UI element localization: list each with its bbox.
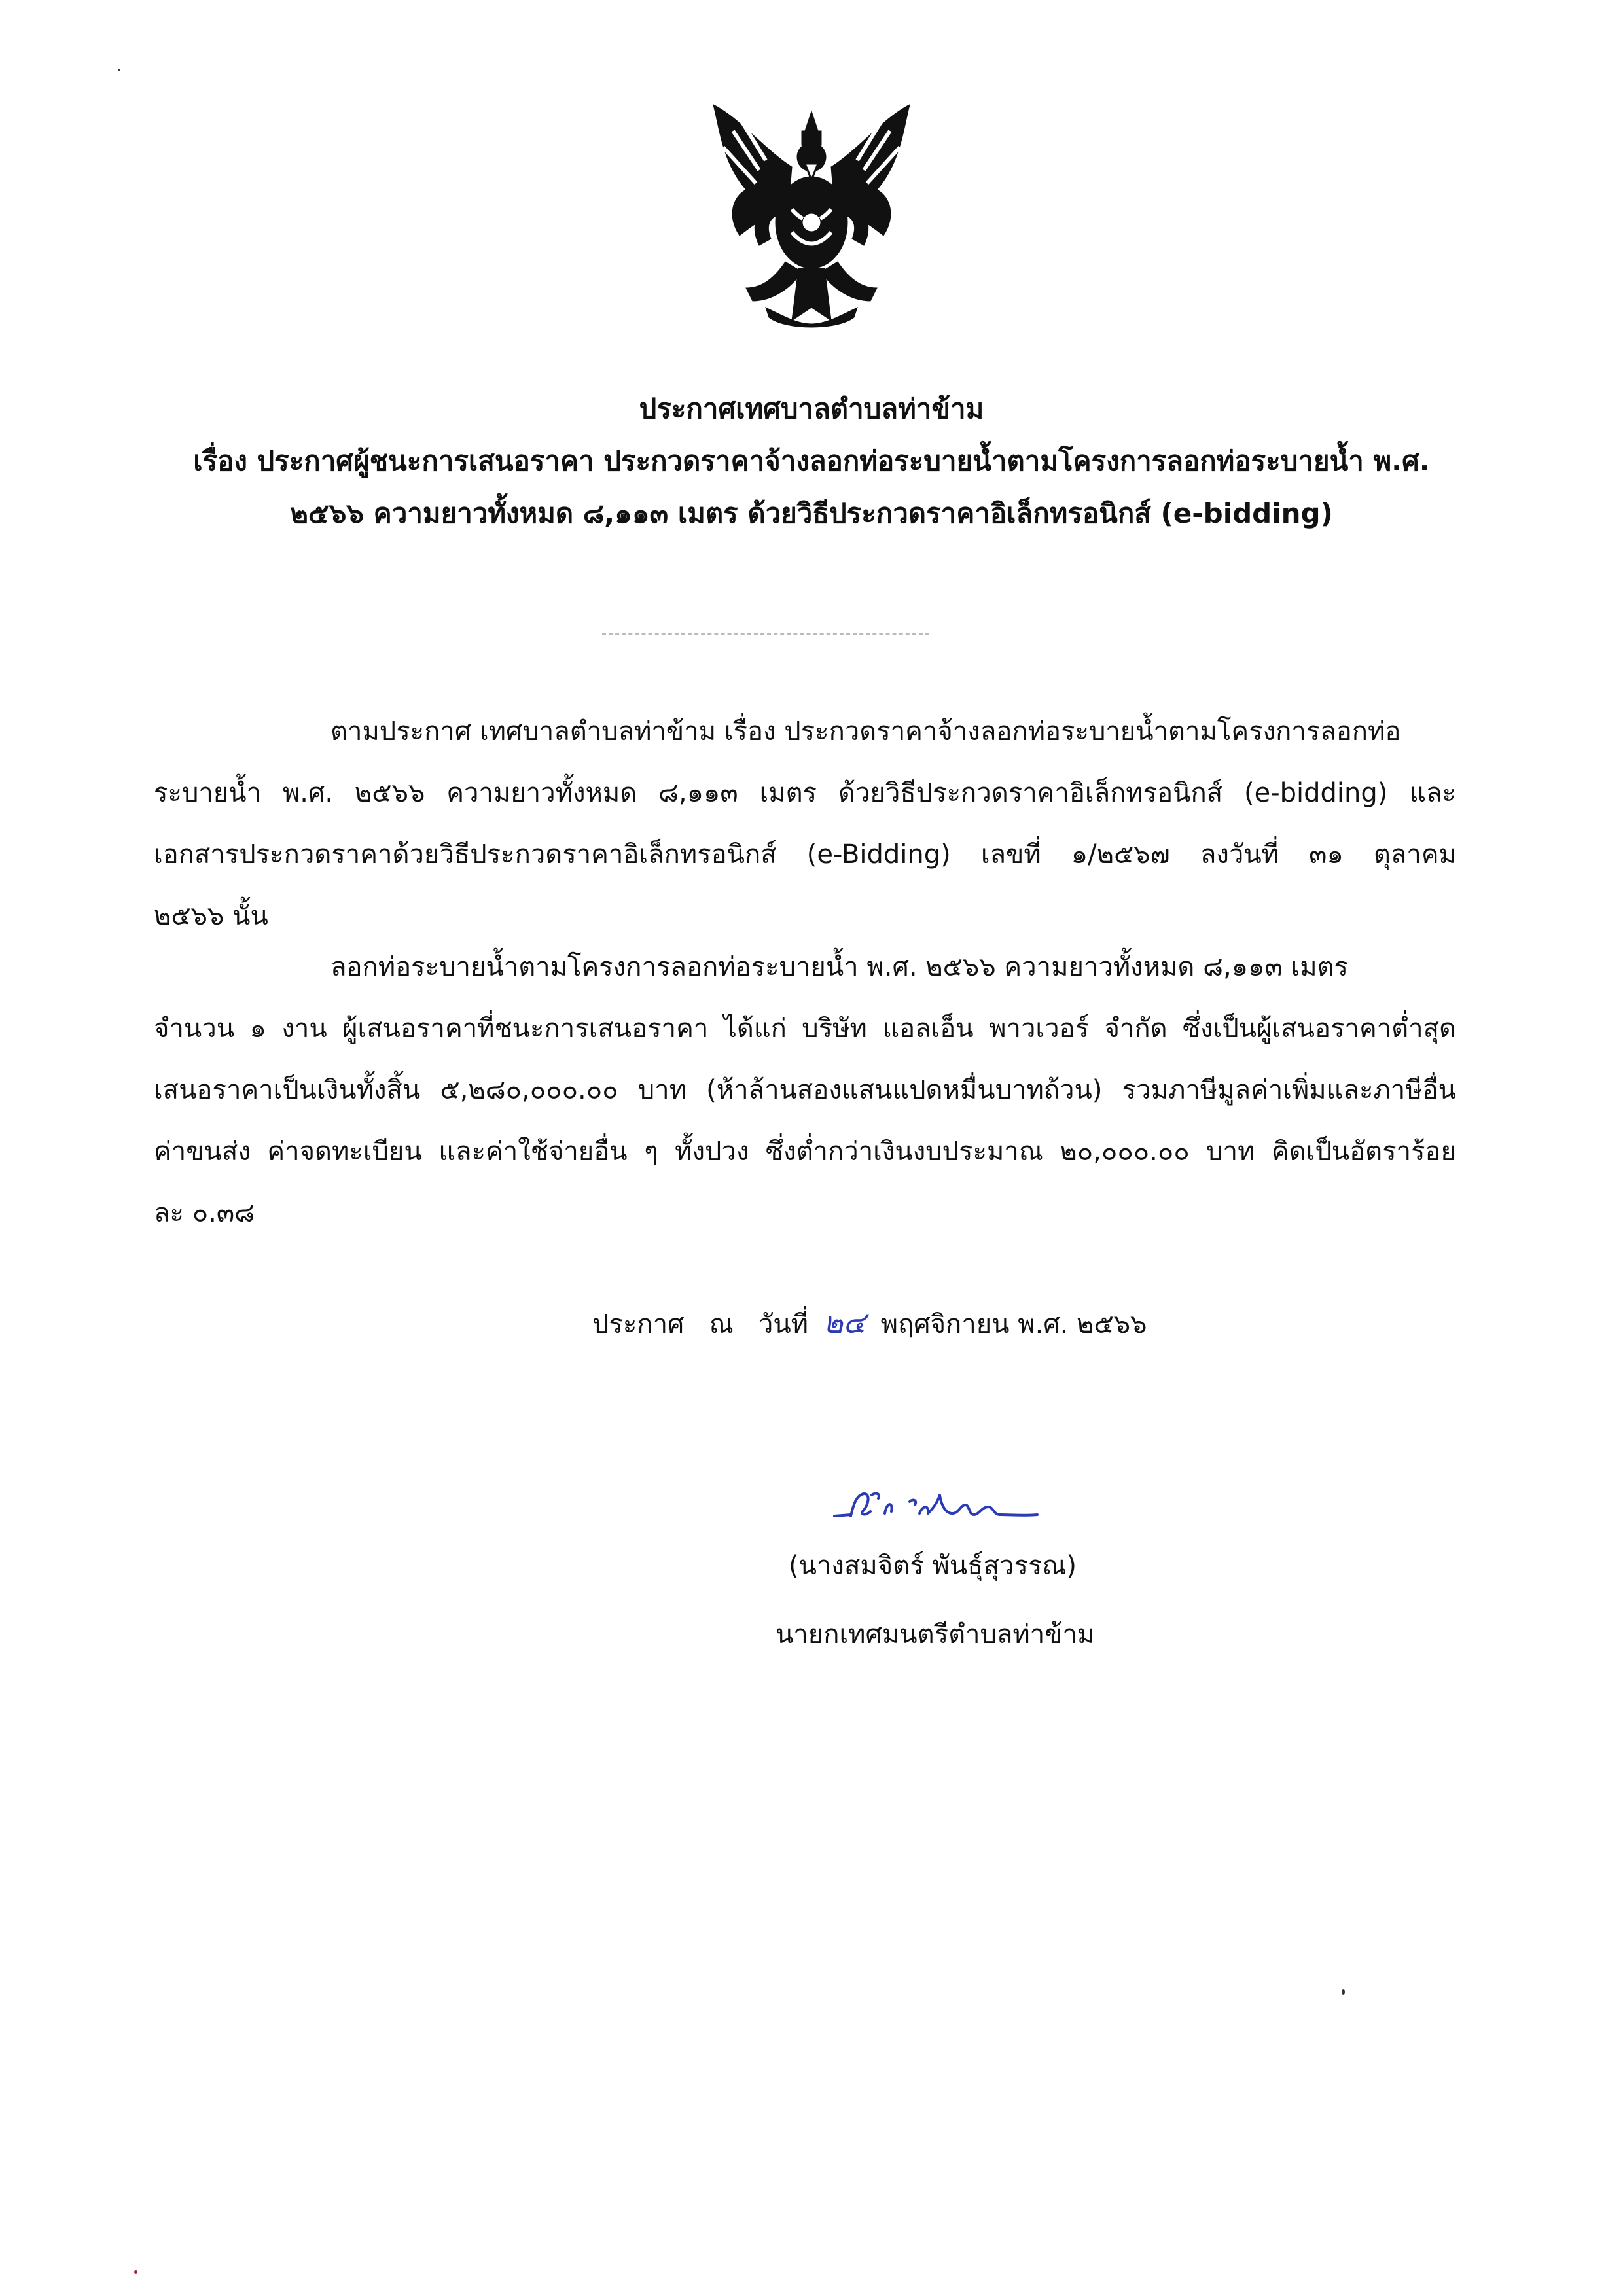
scan-speck	[134, 2270, 137, 2274]
announcement-header	[118, 383, 1505, 540]
header-divider	[602, 633, 929, 635]
handwritten-signature	[825, 1475, 1047, 1534]
announce-at: ณ	[709, 1309, 734, 1339]
paragraph-line: ลอกท่อระบายน้ำตามโครงการลอกท่อระบายน้ำ พ.ศ. ๒๕๖๖ ความยาวทั้งหมด ๘,๑๑๓ เมตร	[330, 952, 1349, 982]
paragraph-line: ระบายน้ำ พ.ศ. ๒๕๖๖ ความยาวทั้งหมด ๘,๑๑๓ เมตร ด้วยวิธีประกวดราคาอิเล็กทรอนิกส์ (e-bidding) และ	[154, 778, 1456, 808]
scan-speck	[118, 69, 120, 71]
header-subject: เรื่อง ประกาศผู้ชนะการเสนอราคา ประกวดราคาจ้างลอกท่อระบายน้ำตามโครงการลอกท่อระบายน้ำ พ.ศ.	[193, 445, 1430, 477]
announcement-date	[592, 1299, 1147, 1347]
paragraph-line: ๒๕๖๖ นั้น	[154, 901, 268, 931]
paragraph-line: เสนอราคาเป็นเงินทั้งสิ้น ๕,๒๘๐,๐๐๐.๐๐ บาท (ห้าล้านสองแสนแปดหมื่นบาทถ้วน) รวมภาษีมูลค่าเพิ่มและภาษีอื่น	[154, 1075, 1456, 1105]
paragraph-line: ตามประกาศ เทศบาลตำบลท่าข้าม เรื่อง ประกวดราคาจ้างลอกท่อระบายน้ำตามโครงการลอกท่อ	[330, 716, 1401, 747]
garuda-emblem-icon	[694, 92, 929, 340]
paragraph-line: เอกสารประกวดราคาด้วยวิธีประกวดราคาอิเล็กทรอนิกส์ (e-Bidding) เลขที่ ๑/๒๕๖๗ ลงวันที่ ๓๑ ตุลาคม	[154, 839, 1456, 870]
paragraph-line: ละ ๐.๓๘	[154, 1198, 255, 1228]
announce-month-year: พฤศจิกายน พ.ศ. ๒๕๖๖	[880, 1309, 1147, 1339]
paragraph-line: จำนวน ๑ งาน ผู้เสนอราคาที่ชนะการเสนอราคา ได้แก่ บริษัท แอลเอ็น พาวเวอร์ จำกัด ซึ่งเป็นผู้เสนอราคาต่ำสุด	[154, 1014, 1456, 1044]
announce-prefix: ประกาศ	[592, 1309, 685, 1339]
handwritten-day: ๒๔	[823, 1305, 866, 1340]
signatory-title: นายกเทศมนตรีตำบลท่าข้าม	[776, 1619, 1095, 1650]
scan-speck	[1342, 1989, 1345, 1995]
header-subject-cont: ๒๕๖๖ ความยาวทั้งหมด ๘,๑๑๓ เมตร ด้วยวิธีประกวดราคาอิเล็กทรอนิกส์ (e-bidding)	[290, 497, 1333, 529]
header-title: ประกาศเทศบาลตำบลท่าข้าม	[639, 393, 984, 425]
paragraph-line: ค่าขนส่ง ค่าจดทะเบียน และค่าใช้จ่ายอื่น ๆ ทั้งปวง ซึ่งต่ำกว่าเงินงบประมาณ ๒๐,๐๐๐.๐๐ บาท คิดเป็นอัตราร้อย	[154, 1137, 1456, 1167]
signatory-name: (นางสมจิตร์ พันธุ์สุวรรณ)	[789, 1551, 1077, 1581]
announce-day-label: วันที่	[758, 1309, 809, 1339]
